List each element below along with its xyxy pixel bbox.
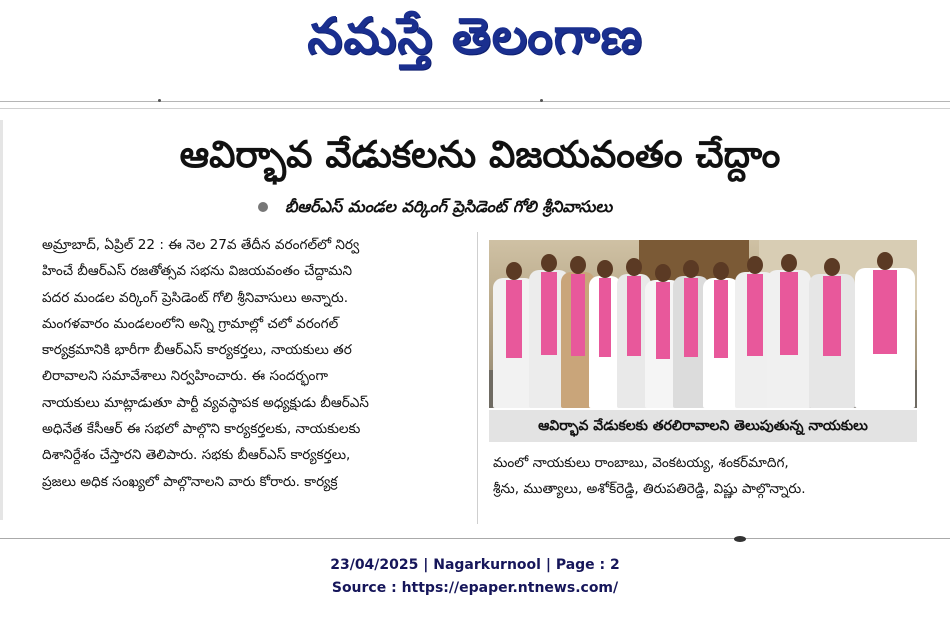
news-photo	[489, 240, 917, 408]
bullet-icon	[258, 202, 268, 212]
party-scarf	[714, 280, 728, 358]
party-scarf	[599, 278, 612, 357]
article-body-line: పదర మండల వర్కింగ్ ప్రెసిడెంట్ గోలి శ్రీనివాసులు అన్నారు.	[42, 289, 349, 306]
party-scarf	[571, 274, 585, 356]
person-head	[713, 262, 729, 280]
article-body-line: నాయకులు మాట్లాడుతూ పార్టీ వ్యవస్థాపక అధ్యక్షుడు బీఆర్ఎస్	[42, 394, 369, 411]
party-scarf	[627, 276, 641, 356]
party-scarf	[506, 280, 523, 358]
party-scarf	[684, 278, 698, 357]
article-continuation	[493, 450, 918, 503]
party-scarf	[541, 272, 557, 355]
continuation-line: శ్రీను, ముత్యాలు, అశోక్‌రెడ్డి, తిరుపతిరెడ్డి, విష్ణు పాల్గొన్నారు.	[493, 481, 806, 498]
article-body-line: లిరావాలని సమావేశాలు నిర్వహించారు. ఈ సందర్భంగా	[42, 368, 328, 385]
article-body-line: ప్రజలు అధిక సంఖ్యలో పాల్గొనాలని వారు కోరారు. కార్యక్ర	[42, 473, 338, 490]
article-subhead: బీఆర్ఎస్ మండల వర్కింగ్ ప్రెసిడెంట్ గోలి శ్రీనివాసులు	[285, 197, 613, 216]
party-scarf	[873, 270, 897, 354]
person-head	[747, 256, 763, 274]
article-body-line: కార్యక్రమానికి భారీగా బీఆర్ఎస్ కార్యకర్తలు, నాయకులు తర	[42, 342, 352, 359]
masthead	[0, 0, 950, 96]
photo-person	[703, 278, 739, 408]
person-head	[781, 254, 797, 272]
person-head	[597, 260, 613, 278]
continuation-line: మంలో నాయకులు రాంబాబు, వెంకటయ్య, శంకర్‌మాదిగ,	[493, 455, 789, 471]
photo-caption: ఆవిర్భావ వేడుకలకు తరలిరావాలని తెలుపుతున్న నాయకులు	[489, 410, 917, 442]
article-headline: ఆవిర్భావ వేడుకలను విజయవంతం చేద్దాం	[179, 133, 781, 176]
party-scarf	[823, 276, 841, 356]
article-body-line: హించే బీఆర్ఎస్ రజతోత్సవ సభను విజయవంతం చేద్దామని	[42, 263, 353, 280]
person-head	[655, 264, 671, 282]
ink-mark	[734, 536, 746, 542]
photo-person	[767, 270, 811, 408]
bottom-divider	[0, 538, 950, 539]
person-head	[877, 252, 893, 270]
article-body-line: మంగళవారం మండలంలోని అన్ని గ్రామాల్లో చలో వరంగల్	[42, 315, 339, 332]
party-scarf	[656, 282, 670, 359]
article-body-line: అధినేత కేసీఆర్ ఈ సభలో పాల్గొని కార్యకర్తలకు, నాయకులకు	[42, 421, 361, 438]
person-head	[541, 254, 557, 272]
party-scarf	[780, 272, 798, 355]
person-head	[570, 256, 586, 274]
person-head	[506, 262, 522, 280]
person-head	[824, 258, 840, 276]
photo-person	[809, 274, 855, 408]
person-head	[626, 258, 642, 276]
article-body	[42, 232, 474, 495]
article-body-line: దిశానిర్దేశం చేస్తారని తెలిపారు. సభకు బీఆర్ఎస్ కార్యకర్తలు,	[42, 447, 351, 464]
footer-source: Source : https://epaper.ntnews.com/	[331, 580, 619, 596]
person-head	[683, 260, 699, 278]
footer-date-edition: 23/04/2025 | Nagarkurnool | Page : 2	[330, 557, 620, 573]
article-body-line: అమ్రాబాద్, ఏప్రిల్ 22 : ఈ నెల 27వ తేదీన వరంగల్‌లో నిర్వ	[42, 237, 360, 253]
photo-person	[855, 268, 915, 408]
party-scarf	[747, 274, 763, 356]
column-divider	[477, 232, 478, 524]
newspaper-logo: నమస్తే తెలంగాణ	[307, 7, 643, 65]
